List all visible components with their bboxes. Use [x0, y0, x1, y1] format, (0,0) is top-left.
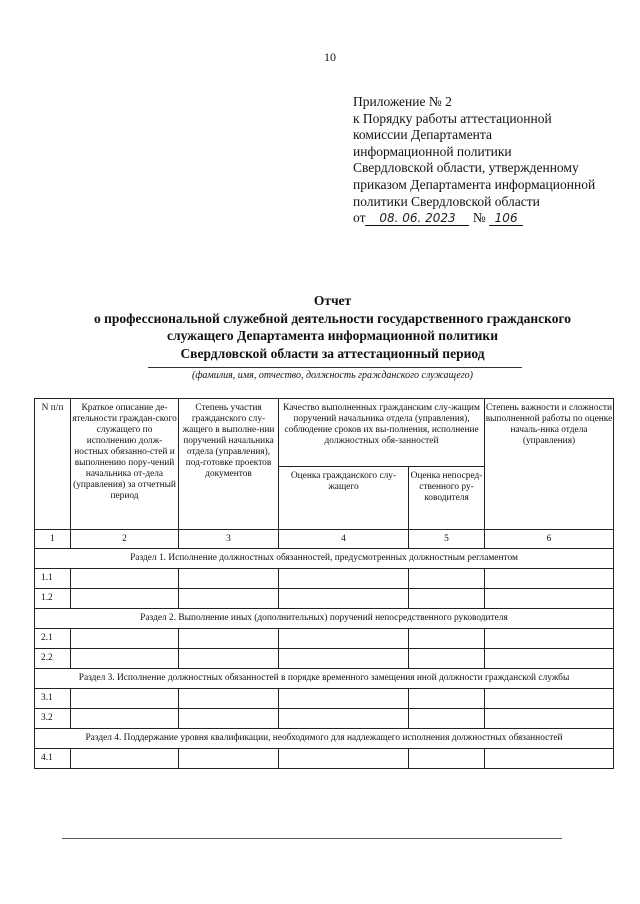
table-cell [409, 629, 485, 649]
table-cell [409, 589, 485, 609]
header-self-assessment: Оценка гражданского слу-жащего [279, 467, 409, 530]
table-cell [279, 709, 409, 729]
header-quality: Качество выполненных гражданским слу-жащим поручений начальника отдела (управления), соблюдение сроков их вы-полнения, исполнение должностных обя-занностей [279, 399, 485, 467]
appendix-line: к Порядку работы аттестационной [353, 110, 552, 126]
handwritten-number: 106 [489, 211, 523, 226]
row-number: 4.1 [35, 749, 71, 769]
title-line: служащего Департамента информационной политики [167, 328, 498, 343]
header-description: Краткое описание де-ятельности граждан-ского служащего по исполнению долж-ностных обязанно-стей и выполнению пору-чений начальника от-дела (управления) за отчетный период [71, 399, 179, 530]
table-cell [485, 649, 614, 669]
header-manager-assessment: Оценка непосред-ственного ру-ководителя [409, 467, 485, 530]
table-cell [71, 629, 179, 649]
name-fill-line [148, 367, 522, 368]
table-cell [279, 589, 409, 609]
header-participation: Степень участия гражданского слу-жащего в выполне-нии поручений начальника отдела (управления), под-готовке проектов документов [179, 399, 279, 530]
table-cell [409, 689, 485, 709]
column-number: 5 [409, 530, 485, 549]
table-cell [279, 689, 409, 709]
table-cell [485, 749, 614, 769]
column-numbers-row [35, 530, 614, 549]
column-number: 4 [279, 530, 409, 549]
row-number: 3.2 [35, 709, 71, 729]
table-cell [485, 569, 614, 589]
table-cell [71, 569, 179, 589]
appendix-line: Свердловской области, утвержденному [353, 160, 579, 176]
title-line: Отчет [313, 293, 352, 308]
column-number: 1 [35, 530, 71, 549]
handwritten-date: 08. 06. 2023 [365, 211, 469, 226]
row-number: 3.1 [35, 689, 71, 709]
table-row [35, 629, 614, 649]
row-number: 1.2 [35, 589, 71, 609]
header-number: N п/п [35, 399, 71, 530]
table-cell [179, 689, 279, 709]
table-row [35, 569, 614, 589]
table-row [35, 689, 614, 709]
table-row [35, 589, 614, 609]
table-cell [179, 569, 279, 589]
row-number: 2.1 [35, 629, 71, 649]
table-cell [71, 589, 179, 609]
report-title [40, 292, 625, 362]
table-row [35, 649, 614, 669]
name-hint: (фамилия, имя, отчество, должность гражданского служащего) [191, 370, 473, 381]
table-cell [409, 649, 485, 669]
table-cell [71, 749, 179, 769]
table-cell [409, 569, 485, 589]
table-cell [485, 689, 614, 709]
table-cell [485, 709, 614, 729]
table-row [35, 749, 614, 769]
section-title: Раздел 3. Исполнение должностных обязанностей в порядке временного замещения иной должности гражданской службы [35, 669, 614, 689]
row-number: 2.2 [35, 649, 71, 669]
appendix-block [353, 94, 595, 227]
table-cell [485, 589, 614, 609]
table-cell [179, 649, 279, 669]
bottom-rule [62, 838, 562, 839]
table-cell [71, 709, 179, 729]
table-cell [279, 649, 409, 669]
column-number: 3 [179, 530, 279, 549]
title-line: Свердловской области за аттестационный период [180, 345, 485, 361]
table-cell [71, 649, 179, 669]
table-cell [279, 569, 409, 589]
report-table [34, 398, 614, 769]
table-cell [409, 709, 485, 729]
table-row [35, 709, 614, 729]
appendix-date-line [353, 210, 595, 227]
table-cell [279, 749, 409, 769]
column-number: 2 [71, 530, 179, 549]
page-number: 10 [324, 50, 336, 64]
number-prefix: № [472, 210, 486, 226]
table-cell [179, 629, 279, 649]
appendix-line: политики Свердловской области [353, 193, 540, 209]
title-line: о профессиональной служебной деятельности государственного гражданского [93, 310, 572, 326]
table-cell [179, 709, 279, 729]
appendix-line: информационной политики [353, 143, 512, 159]
row-number: 1.1 [35, 569, 71, 589]
table-cell [279, 629, 409, 649]
table-cell [485, 629, 614, 649]
appendix-line: приказом Департамента информационной [353, 176, 596, 192]
appendix-line: Приложение № 2 [353, 94, 452, 109]
table-cell [179, 589, 279, 609]
table-cell [71, 689, 179, 709]
header-importance: Степень важности и сложности выполненной работы по оценке началь-ника отдела (управления) [485, 399, 614, 530]
section-title: Раздел 2. Выполнение иных (дополнительных) поручений непосредственного руководителя [35, 609, 614, 629]
table-cell [409, 749, 485, 769]
column-number: 6 [485, 530, 614, 549]
section-title: Раздел 4. Поддержание уровня квалификации, необходимого для надлежащего исполнения должностных обязанностей [35, 729, 614, 749]
appendix-line: комиссии Департамента [353, 127, 492, 143]
date-prefix: от [353, 210, 366, 226]
section-title: Раздел 1. Исполнение должностных обязанностей, предусмотренных должностным регламентом [35, 549, 614, 569]
table-cell [179, 749, 279, 769]
